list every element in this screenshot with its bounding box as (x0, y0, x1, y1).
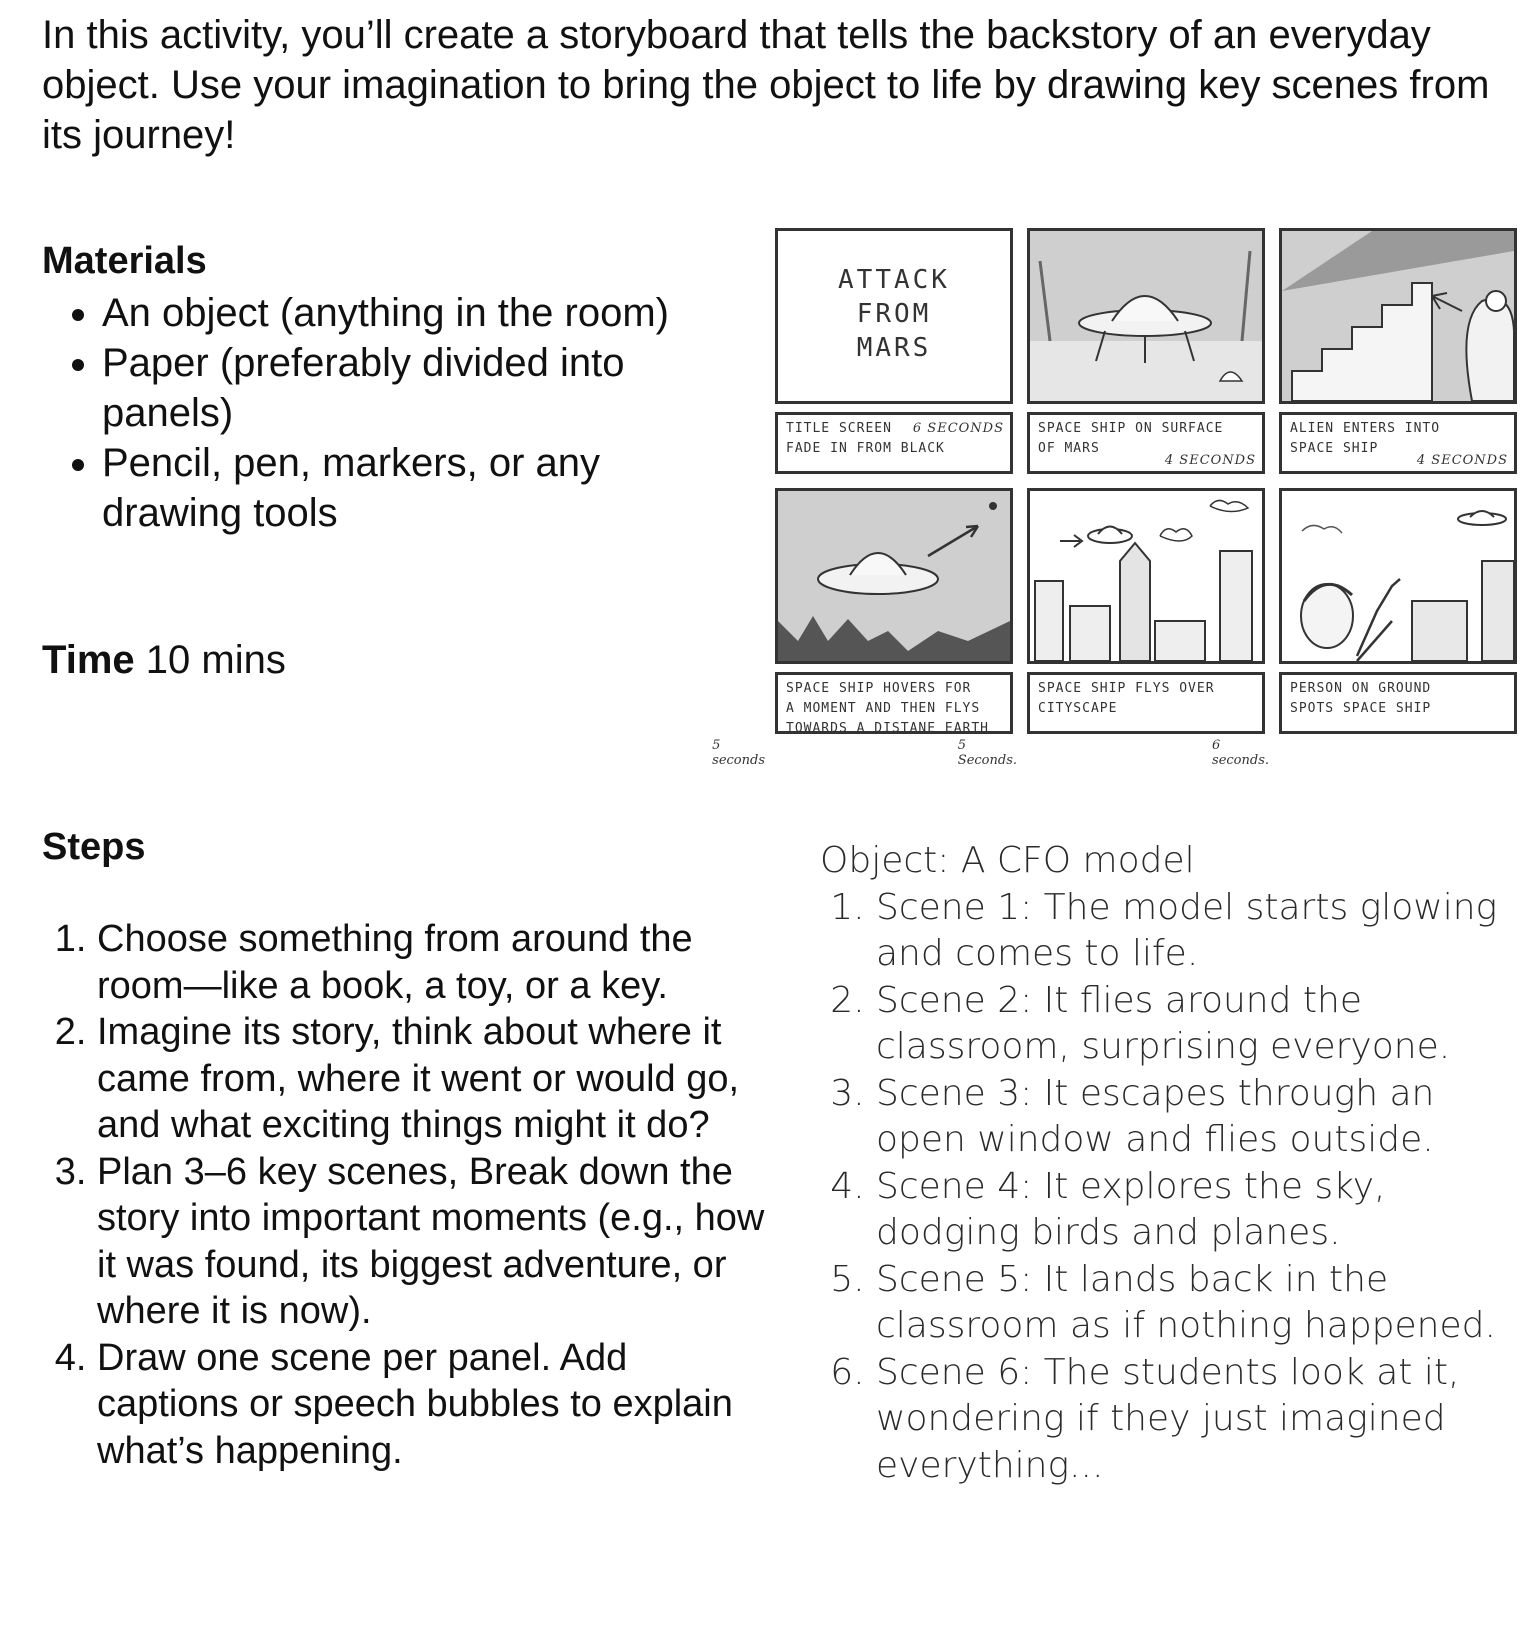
list-item: • An object (anything in the room) (102, 288, 742, 338)
panel-caption (1279, 412, 1517, 474)
caption-line: SPACE SHIP ON SURFACE (1038, 421, 1224, 436)
panel-drawing (775, 228, 1013, 404)
panel-caption (1027, 412, 1265, 474)
title-art (778, 263, 1010, 365)
list-item: 1. Choose something from around the room—like a book, a toy, or a key. (97, 916, 777, 1009)
duration-label: 5 Seconds. (957, 738, 1018, 768)
caption-line: SPACE SHIP FLYS OVER (1038, 681, 1215, 696)
caption-line: SPOTS SPACE SHIP (1290, 701, 1432, 716)
person-spotting-ufo-illustration (1282, 491, 1514, 661)
list-item: 3. Plan 3–6 key scenes, Break down the story into important moments (e.g., how it was found, its biggest adventure, or where it is now). (97, 1149, 777, 1335)
panel-caption (775, 672, 1013, 734)
ufo-on-surface-illustration (1030, 231, 1262, 401)
list-item: 4. Draw one scene per panel. Add captions or speech bubbles to explain what’s happening. (97, 1335, 777, 1475)
caption-line: SPACE SHIP (1290, 441, 1379, 456)
caption-line: CITYSCAPE (1038, 701, 1118, 716)
caption-line: ALIEN ENTERS INTO (1290, 421, 1441, 436)
panel-drawing (1027, 228, 1265, 404)
caption-line: SPACE SHIP HOVERS FOR (786, 681, 972, 696)
duration-label: 4 SECONDS (1416, 453, 1508, 468)
caption-line: FADE IN FROM BLACK (786, 441, 945, 456)
caption-line: OF MARS (1038, 441, 1100, 456)
caption-line: A MOMENT AND THEN FLYS (786, 701, 981, 716)
list-item: • Pencil, pen, markers, or any drawing tools (102, 438, 742, 538)
materials-list (60, 288, 742, 538)
ufo-hovering-illustration (778, 491, 1010, 661)
list-item: 2. Scene 2: It flies around the classroom, surprising everyone. (876, 978, 1510, 1071)
list-item: • Paper (preferably divided into panels) (102, 338, 742, 438)
duration-label: 5 seconds (712, 738, 765, 768)
list-item: 6. Scene 6: The students look at it, wondering if they just imagined everything... (876, 1350, 1510, 1490)
caption-line: TITLE SCREEN (786, 421, 892, 436)
storyboard-image (712, 228, 1515, 768)
caption-line: PERSON ON GROUND (1290, 681, 1432, 696)
panel-drawing (1279, 488, 1517, 664)
list-item: 5. Scene 5: It lands back in the classroom as if nothing happened. (876, 1257, 1510, 1350)
time-value: 10 mins (145, 638, 286, 682)
list-item: 4. Scene 4: It explores the sky, dodging birds and planes. (876, 1164, 1510, 1257)
materials-heading: Materials (42, 240, 207, 282)
duration-label: 6 seconds. (1212, 738, 1270, 768)
panel-drawing (775, 488, 1013, 664)
title-art-line: FROM (856, 299, 932, 329)
panel-drawing (1279, 228, 1517, 404)
panel-drawing (1027, 488, 1265, 664)
list-item: 1. Scene 1: The model starts glowing and comes to life. (876, 885, 1510, 978)
steps-list (45, 916, 777, 1474)
list-item: 3. Scene 3: It escapes through an open window and flies outside. (876, 1071, 1510, 1164)
panel-caption (1279, 672, 1517, 734)
example-object: Object: A CFO model (820, 840, 1195, 881)
cityscape-illustration (1030, 491, 1262, 661)
panel-caption (775, 412, 1013, 474)
time-label: Time (42, 638, 135, 682)
intro-paragraph: In this activity, you’ll create a storyboard that tells the backstory of an everyday object. Use your imagination to bring the object to life by drawing key scenes from its journey! (42, 13, 1490, 157)
scene-list (820, 885, 1510, 1490)
title-art-line: MARS (856, 333, 932, 363)
duration-label: 6 SECONDS (912, 421, 1004, 436)
list-item: 2. Imagine its story, think about where it came from, where it went or would go, and what exciting things might it do? (97, 1009, 777, 1149)
title-art-line: ATTACK (838, 265, 950, 295)
panel-caption (1027, 672, 1265, 734)
caption-line: TOWARDS A DISTANE EARTH (786, 721, 990, 736)
alien-stairs-illustration (1282, 231, 1514, 401)
steps-heading: Steps (42, 826, 146, 868)
example-story (820, 838, 1510, 1489)
time-line (42, 638, 286, 683)
duration-label: 4 SECONDS (1164, 453, 1256, 468)
